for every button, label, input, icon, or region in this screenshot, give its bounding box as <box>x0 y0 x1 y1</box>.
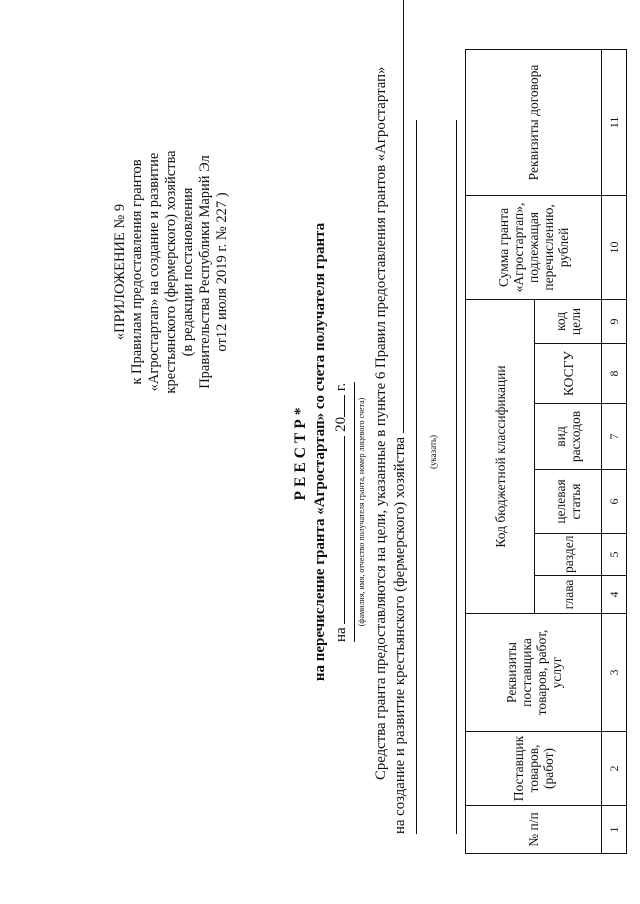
specify-note: (указать) <box>428 434 438 470</box>
header-kosgu: КОСГУ <box>535 344 602 404</box>
column-number: 10 <box>602 195 627 299</box>
header-glava: глава <box>535 576 602 614</box>
document-subtitle: на перечисление гранта «Агростартап» со счета получателя гранта <box>312 222 328 682</box>
header-vid: вид расходов <box>535 404 602 470</box>
document-title: РЕЕСТР* <box>292 403 309 501</box>
recipient-note: (фамилия, имя, отчество получателя гранта, номер лицевого счета) <box>354 382 366 642</box>
specify-line <box>416 120 417 834</box>
column-number: 8 <box>602 344 627 404</box>
purpose-text-line-2 <box>391 0 409 834</box>
appendix-line: «ПРИЛОЖЕНИЕ № 9 <box>112 203 128 341</box>
appendix-line: (в редакции постановления <box>180 187 196 357</box>
purpose-text-line-1: Средства гранта предоставляются на цели, указанные в пункте 6 Правил предоставления грантов «Агростартап» <box>373 66 389 780</box>
purpose-text: на создание и развитие крестьянского (фермерского) хозяйства <box>392 436 408 834</box>
registry-table <box>465 49 627 854</box>
purpose-blank <box>391 0 404 433</box>
appendix-line: «Агростартап» на создание и развитие <box>146 152 162 392</box>
appendix-line: крестьянского (фермерского) хозяйства <box>163 150 179 394</box>
year-prefix: 20 <box>333 416 349 432</box>
header-contract-requisites: Реквизиты договора <box>466 49 602 195</box>
header-kod-celi: код цели <box>535 299 602 343</box>
appendix-header <box>112 92 231 452</box>
na-prefix: на <box>333 627 349 642</box>
appendix-line: к Правилам предоставления грантов <box>129 159 145 385</box>
column-number: 3 <box>602 614 627 732</box>
blank-line <box>456 120 457 834</box>
header-grant-sum: Сумма гранта «Агростартап», подлежащая перечислению, рублей <box>466 195 602 299</box>
header-budget-code: Код бюджетной классификации <box>466 299 535 613</box>
column-number: 9 <box>602 299 627 343</box>
column-number: 1 <box>602 806 627 854</box>
appendix-line: Правительства Республики Марий Эл <box>197 155 213 389</box>
header-celevaya: целевая статья <box>535 470 602 534</box>
header-num: № п/п <box>466 806 602 854</box>
column-number: 7 <box>602 404 627 470</box>
column-number: 5 <box>602 534 627 576</box>
column-number: 4 <box>602 576 627 614</box>
header-supplier-requisites: Реквизиты поставщика товаров, работ, услуг <box>466 614 602 732</box>
year-blank <box>331 395 345 417</box>
recipient-line <box>331 383 350 642</box>
column-number: 6 <box>602 470 627 534</box>
column-number: 2 <box>602 732 627 806</box>
column-number: 11 <box>602 49 627 195</box>
header-razdel: раздел <box>535 534 602 576</box>
header-supplier: Поставщик товаров, (работ) <box>466 732 602 806</box>
year-suffix: г. <box>333 382 349 392</box>
appendix-line: от12 июля 2019 г. № 227 ) <box>214 192 230 352</box>
recipient-blank <box>331 436 345 624</box>
